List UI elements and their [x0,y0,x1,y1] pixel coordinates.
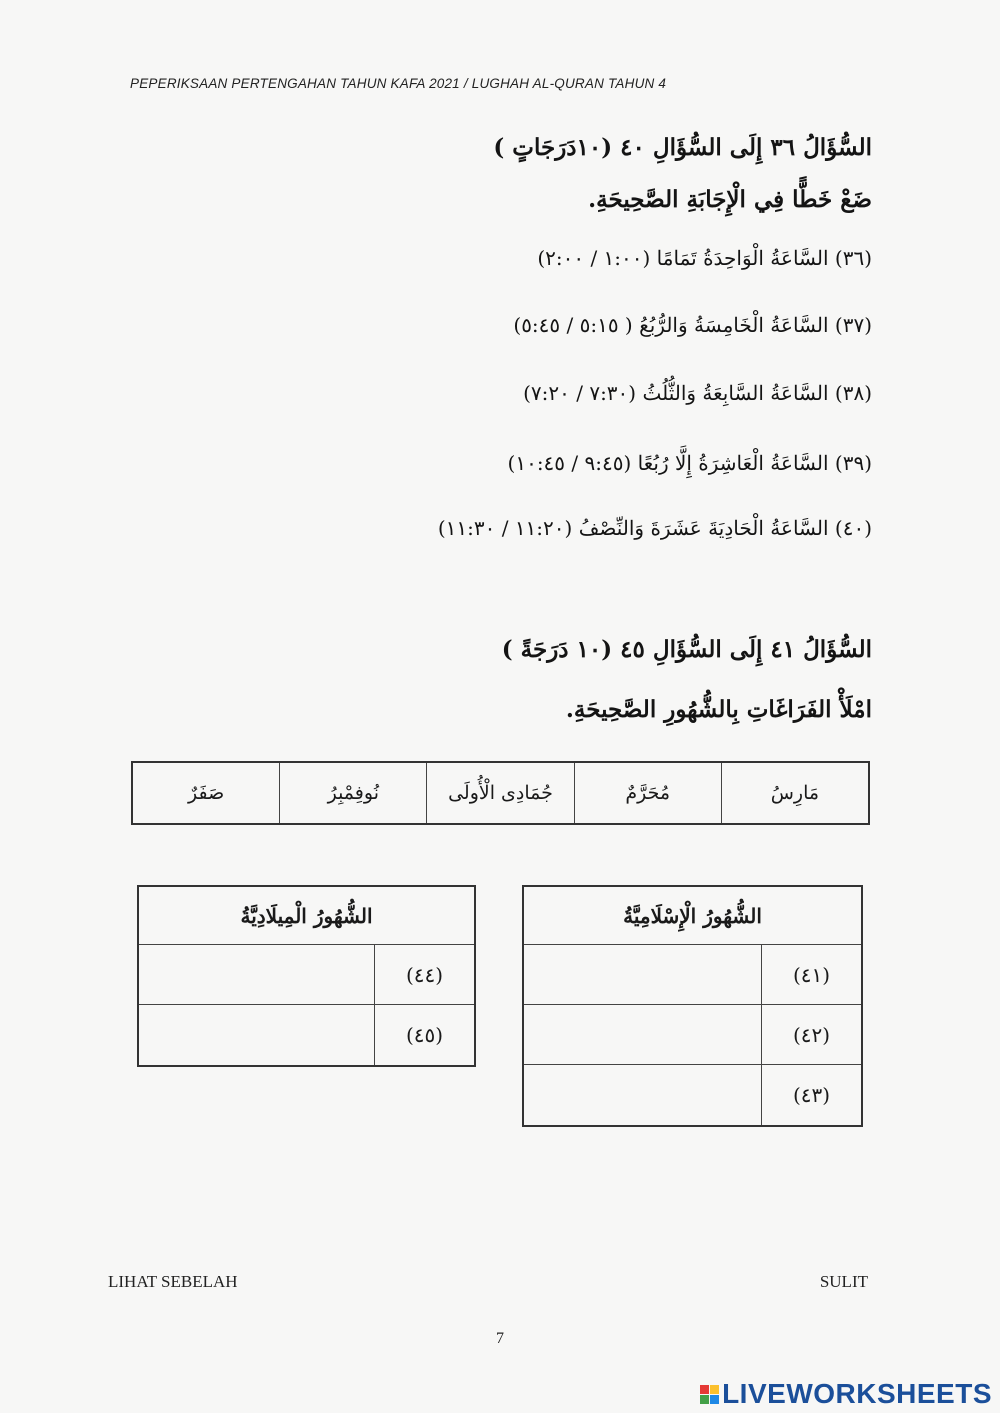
question-number: (٤٢) [761,1005,861,1064]
answer-blank-44[interactable] [139,945,374,1004]
table-row [139,945,474,1005]
section1-instruction: ضَعْ خَطًّا فِي الْإِجَابَةِ الصَّحِيحَةِ. [588,186,872,213]
footer-left: LIHAT SEBELAH [108,1272,238,1291]
question-40: (٤٠) السَّاعَةُ الْحَادِيَةَ عَشَرَةَ وَالنِّصْفُ (١١:٢٠ / ١١:٣٠) [437,516,872,540]
question-number: (٤١) [761,945,861,1004]
question-37: (٣٧) السَّاعَةُ الْخَامِسَةُ وَالرُّبُعُ ( ٥:١٥ / ٥:٤٥) [513,313,872,337]
islamic-months-table [522,885,863,1127]
table-row [524,1005,861,1065]
footer-right: SULIT [819,1272,868,1291]
islamic-months-title: الشُّهُورُ الْإِسْلَامِيَّةُ [524,887,861,945]
question-number: (٤٤) [374,945,474,1004]
page-header: PEPERIKSAAN PERTENGAHAN TAHUN KAFA 2021 / LUGHAH AL-QURAN TAHUN 4 [130,76,667,91]
answer-blank-42[interactable] [524,1005,761,1064]
liveworksheets-watermark [700,1378,992,1410]
section2-title: السُّؤَالُ ٤١ إِلَى السُّؤَالِ ٤٥ (١٠ دَرَجَةً ) [501,636,872,663]
question-number: (٤٥) [374,1005,474,1065]
answer-blank-45[interactable] [139,1005,374,1065]
table-row [524,1065,861,1125]
table-row [139,1005,474,1065]
month-option: جُمَادِى الْأُولَى [426,763,573,823]
question-36: (٣٦) السَّاعَةُ الْوَاحِدَةُ تَمَامًا (١:٠٠ / ٢:٠٠) [537,246,872,270]
liveworksheets-logo-icon [700,1385,719,1404]
page-number: 7 [496,1330,504,1347]
answer-blank-43[interactable] [524,1065,761,1125]
gregorian-months-title: الشُّهُورُ الْمِيلَادِيَّةُ [139,887,474,945]
month-option: مَارِسُ [721,763,868,823]
question-39: (٣٩) السَّاعَةُ الْعَاشِرَةُ إِلَّا رُبُعًا (٩:٤٥ / ١٠:٤٥) [507,451,872,475]
month-option: نُوفِمْبِرُ [279,763,426,823]
month-word-bank [131,761,870,825]
table-row [524,945,861,1005]
answer-blank-41[interactable] [524,945,761,1004]
section1-title: السُّؤَالُ ٣٦ إِلَى السُّؤَالِ ٤٠ (١٠دَرَجَاتٍ ) [493,134,872,161]
question-38: (٣٨) السَّاعَةُ السَّابِعَةُ وَالثُّلُثُ (٧:٣٠ / ٧:٢٠) [523,381,872,405]
watermark-text: LIVEWORKSHEETS [722,1378,992,1409]
section2-instruction: امْلَأْ الفَرَاغَاتِ بِالشُّهُورِ الصَّحِيحَةِ. [565,696,872,723]
month-option: صَفَرٌ [187,782,225,804]
month-option: مُحَرَّمٌ [574,763,721,823]
gregorian-months-table [137,885,476,1067]
question-number: (٤٣) [761,1065,861,1125]
